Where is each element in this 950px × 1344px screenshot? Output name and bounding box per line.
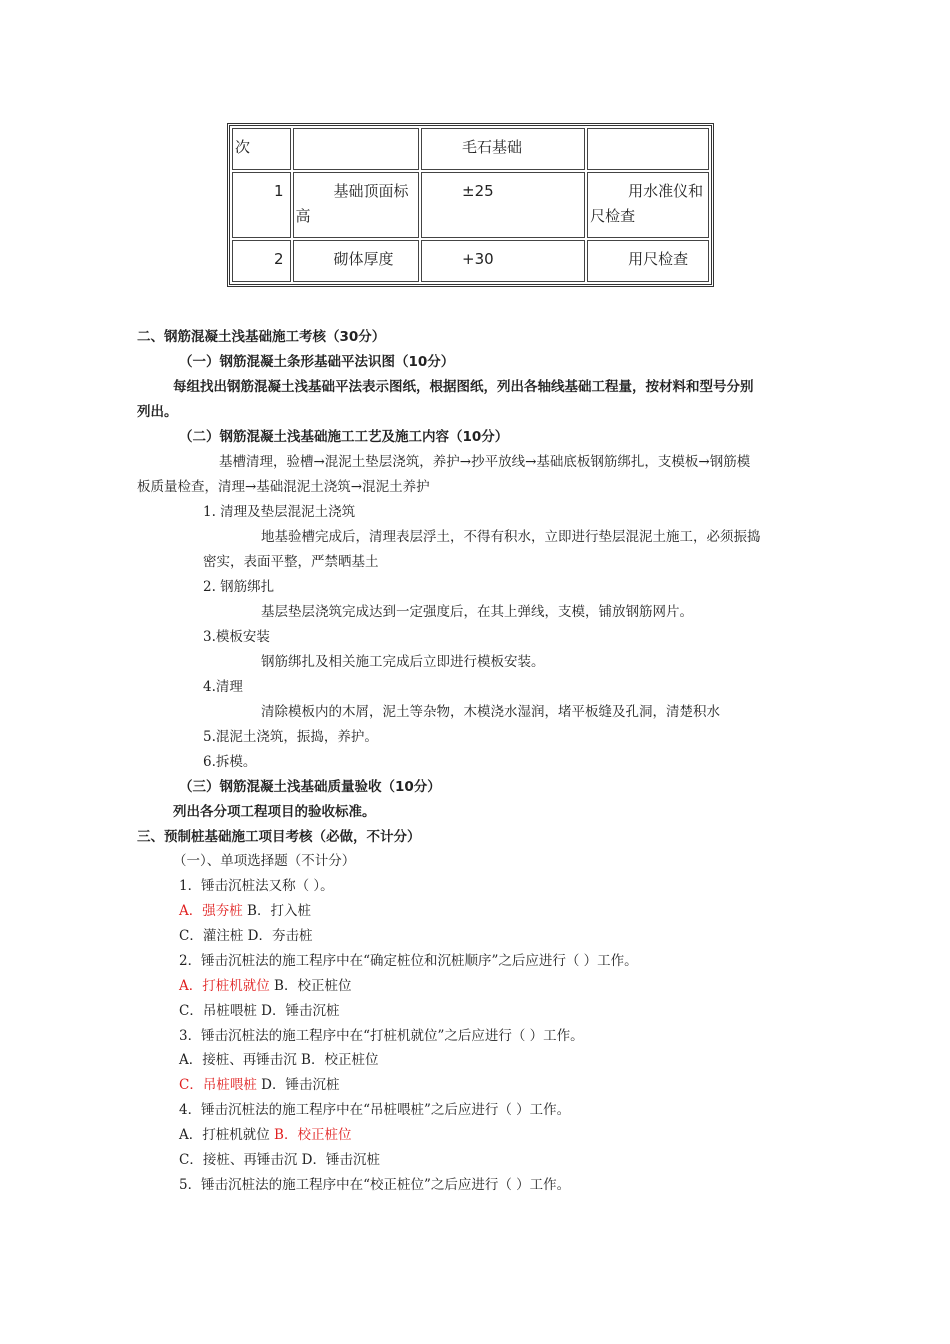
- question: 1．锤击沉桩法又称（ ）。: [179, 878, 334, 894]
- cell-text: ±25: [462, 182, 494, 200]
- cell-text: +30: [462, 250, 494, 268]
- option-text: B．打入桩: [242, 903, 311, 919]
- correct-answer: A．强夯桩: [179, 903, 243, 919]
- table-row: [232, 172, 709, 238]
- table-cell: [587, 172, 709, 238]
- section-heading: 三、预制桩基础施工项目考核（必做，不计分）: [137, 829, 421, 845]
- table-cell: [421, 172, 585, 238]
- question: 3．锤击沉桩法的施工程序中在“打桩机就位”之后应进行（ ）工作。: [179, 1028, 584, 1044]
- cell-text: 用水准仪和: [628, 182, 704, 200]
- paragraph-line: 列出。: [137, 404, 178, 420]
- table-cell: [587, 128, 709, 170]
- step-heading: 6.拆模。: [203, 754, 257, 770]
- cell-text: 高: [295, 207, 311, 225]
- section-heading: 二、钢筋混凝土浅基础施工考核（30分）: [137, 329, 386, 345]
- answer-line: [179, 1075, 339, 1095]
- question: 4．锤击沉桩法的施工程序中在“吊桩喂桩”之后应进行（ ）工作。: [179, 1102, 571, 1118]
- answer-line: [179, 901, 311, 921]
- paragraph-line: 密实，表面平整，严禁晒基土: [203, 554, 379, 570]
- table-row: [232, 240, 709, 282]
- table-cell: [293, 240, 420, 282]
- option-text: A．打桩机就位: [179, 1127, 275, 1143]
- paragraph-line: 清除模板内的木屑，泥土等杂物，木模浇水湿润，堵平板缝及孔洞，清楚积水: [261, 704, 720, 720]
- paragraph-line: 基层垫层浇筑完成达到一定强度后，在其上弹线，支模，铺放钢筋网片。: [261, 604, 693, 620]
- cell-text: 砌体厚度: [333, 250, 394, 268]
- cell-text: 毛石基础: [462, 138, 523, 156]
- answer-line: A．接桩、再锤击沉 B．校正桩位: [179, 1052, 379, 1068]
- table-cell: 1: [232, 172, 291, 238]
- option-text: D．锤击沉桩: [256, 1077, 340, 1093]
- correct-answer: C．吊桩喂桩: [179, 1077, 257, 1093]
- step-heading: 3.模板安装: [203, 629, 270, 645]
- answer-line: C．接桩、再锤击沉 D．锤击沉桩: [179, 1152, 380, 1168]
- paragraph-line: 钢筋绑扎及相关施工完成后立即进行模板安装。: [261, 654, 545, 670]
- answer-line: C．吊桩喂桩 D．锤击沉桩: [179, 1003, 340, 1019]
- step-heading: 1. 清理及垫层混泥土浇筑: [203, 504, 356, 520]
- table-row: [232, 128, 709, 170]
- table-cell: 次: [232, 128, 291, 170]
- step-heading: 2. 钢筋绑扎: [203, 579, 275, 595]
- paragraph-line: 地基验槽完成后，清理表层浮土，不得有积水，立即进行垫层混泥土施工，必须振捣: [261, 529, 761, 545]
- table-cell: [293, 128, 420, 170]
- table-cell: [421, 128, 585, 170]
- paragraph-line: 板质量检查，清理→基础混泥土浇筑→混泥土养护: [137, 479, 430, 495]
- cell-text: 尺检查: [590, 207, 636, 225]
- cell-text: 用尺检查: [628, 250, 689, 268]
- correct-answer: A．打桩机就位: [179, 978, 270, 994]
- answer-line: [179, 1125, 351, 1145]
- table-cell: [421, 240, 585, 282]
- paragraph-line: 每组找出钢筋混凝土浅基础平法表示图纸，根据图纸，列出各轴线基础工程量，按材料和型号分别: [173, 379, 754, 395]
- correct-answer: B．校正桩位: [274, 1127, 352, 1143]
- cell-text: 基础顶面标: [333, 182, 409, 200]
- question: 2．锤击沉桩法的施工程序中在“确定桩位和沉桩顺序”之后应进行（ ）工作。: [179, 953, 638, 969]
- table-cell: [587, 240, 709, 282]
- table-cell: 2: [232, 240, 291, 282]
- subsection-heading: （一）钢筋混凝土条形基础平法识图（10分）: [179, 354, 455, 370]
- answer-line: [179, 976, 351, 996]
- option-text: B．校正桩位: [269, 978, 352, 994]
- subsection-heading: （三）钢筋混凝土浅基础质量验收（10分）: [179, 779, 441, 795]
- inspection-table: [227, 123, 714, 287]
- step-heading: 4.清理: [203, 679, 243, 695]
- paragraph-line: 列出各分项工程项目的验收标准。: [173, 804, 376, 820]
- table-cell: [293, 172, 420, 238]
- subsection-heading: （二）钢筋混凝土浅基础施工工艺及施工内容（10分）: [179, 429, 509, 445]
- paragraph-line: 基槽清理，验槽→混泥土垫层浇筑，养护→抄平放线→基础底板钢筋绑扎，支模板→钢筋模: [219, 454, 751, 470]
- subsection-heading: （一）、单项选择题（不计分）: [173, 853, 356, 869]
- answer-line: C．灌注桩 D．夯击桩: [179, 928, 313, 944]
- question: 5．锤击沉桩法的施工程序中在“校正桩位”之后应进行（ ）工作。: [179, 1177, 571, 1193]
- step-heading: 5.混泥土浇筑，振捣，养护。: [203, 729, 378, 745]
